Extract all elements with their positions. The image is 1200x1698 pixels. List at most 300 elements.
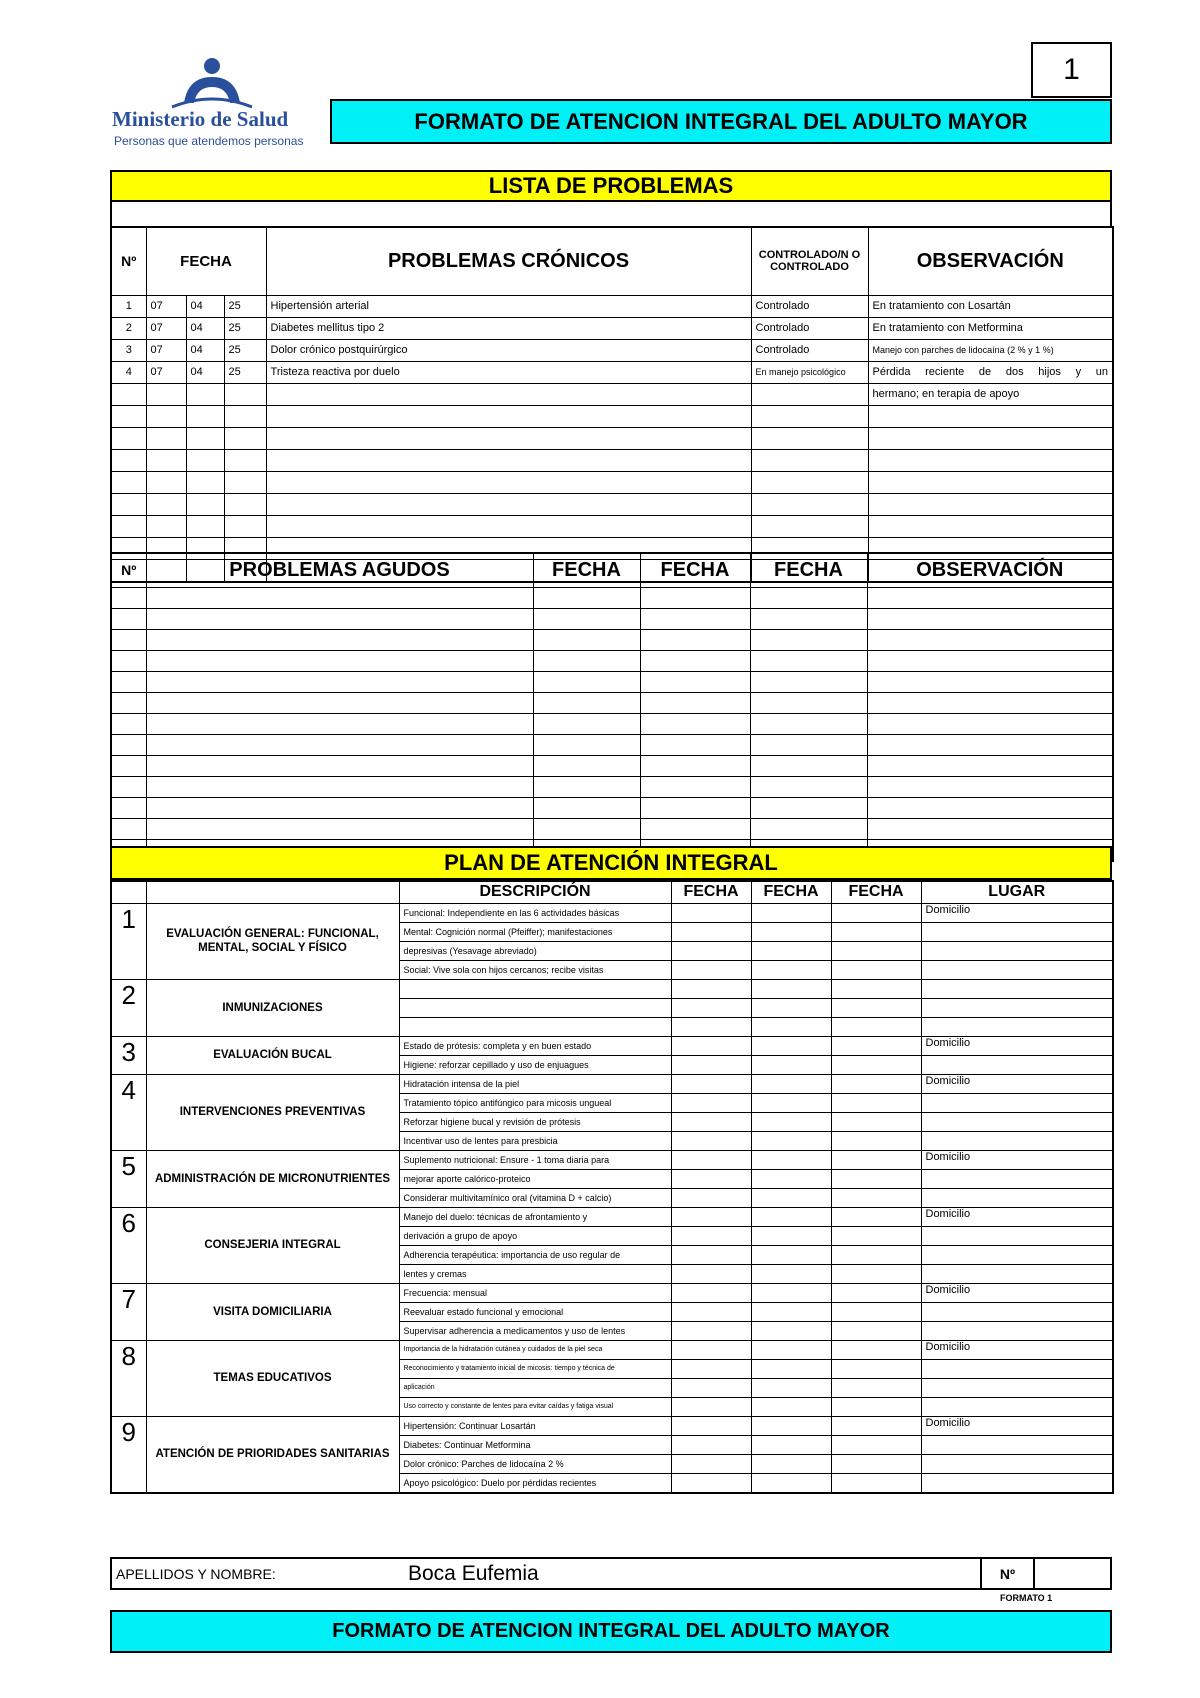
acute-cell[interactable] (640, 797, 750, 818)
plan-place-cell[interactable]: Domicilio (921, 1036, 1113, 1055)
plan-date-cell[interactable] (751, 1416, 831, 1435)
chronic-cell-y[interactable] (224, 471, 266, 493)
acute-cell[interactable] (640, 734, 750, 755)
chronic-cell-y[interactable] (224, 405, 266, 427)
chronic-cell-y[interactable] (224, 383, 266, 405)
acute-cell[interactable] (640, 755, 750, 776)
plan-date-cell[interactable] (671, 979, 751, 998)
plan-date-cell[interactable] (671, 1150, 751, 1169)
plan-description-cell[interactable]: Importancia de la hidratación cutánea y cuidados de la piel seca (399, 1340, 671, 1359)
plan-date-cell[interactable] (751, 1264, 831, 1283)
chronic-cell-obs[interactable] (868, 515, 1113, 537)
plan-description-cell[interactable]: Suplemento nutricional: Ensure - 1 toma diaria para (399, 1150, 671, 1169)
chronic-cell-obs[interactable]: En tratamiento con Losartán (868, 295, 1113, 317)
chronic-cell-d[interactable] (146, 405, 186, 427)
plan-place-cell[interactable] (921, 1226, 1113, 1245)
acute-cell[interactable] (111, 608, 146, 629)
plan-description-cell[interactable]: Funcional: Independiente en las 6 actividades básicas (399, 903, 671, 922)
plan-date-cell[interactable] (751, 998, 831, 1017)
chronic-cell-m[interactable] (186, 405, 224, 427)
plan-date-cell[interactable] (751, 903, 831, 922)
plan-date-cell[interactable] (751, 1473, 831, 1493)
acute-cell[interactable] (533, 776, 640, 797)
plan-date-cell[interactable] (671, 960, 751, 979)
plan-date-cell[interactable] (751, 1359, 831, 1378)
plan-date-cell[interactable] (831, 1473, 921, 1493)
chronic-cell-status[interactable]: Controlado (751, 295, 868, 317)
chronic-cell-obs[interactable] (868, 405, 1113, 427)
chronic-cell-status[interactable] (751, 471, 868, 493)
chronic-cell-n[interactable]: 3 (111, 339, 146, 361)
plan-date-cell[interactable] (831, 1397, 921, 1416)
plan-description-cell[interactable]: Reconocimiento y tratamiento inicial de micosis: tiempo y técnica de (399, 1359, 671, 1378)
plan-date-cell[interactable] (831, 1188, 921, 1207)
plan-date-cell[interactable] (831, 998, 921, 1017)
chronic-cell-y[interactable] (224, 427, 266, 449)
plan-date-cell[interactable] (831, 1055, 921, 1074)
plan-date-cell[interactable] (831, 1302, 921, 1321)
plan-date-cell[interactable] (671, 1112, 751, 1131)
plan-place-cell[interactable] (921, 1245, 1113, 1264)
chronic-cell-d[interactable] (146, 383, 186, 405)
chronic-cell-d[interactable] (146, 449, 186, 471)
chronic-cell-m[interactable] (186, 427, 224, 449)
plan-date-cell[interactable] (671, 1226, 751, 1245)
plan-place-cell[interactable] (921, 1188, 1113, 1207)
acute-cell[interactable] (146, 608, 533, 629)
acute-cell[interactable] (867, 608, 1113, 629)
chronic-cell-m[interactable] (186, 493, 224, 515)
acute-cell[interactable] (867, 776, 1113, 797)
plan-date-cell[interactable] (751, 1036, 831, 1055)
plan-date-cell[interactable] (831, 941, 921, 960)
chronic-cell-n[interactable] (111, 427, 146, 449)
plan-place-cell[interactable] (921, 1169, 1113, 1188)
acute-cell[interactable] (533, 608, 640, 629)
plan-date-cell[interactable] (831, 1112, 921, 1131)
chronic-cell-obs[interactable] (868, 427, 1113, 449)
plan-date-cell[interactable] (831, 1226, 921, 1245)
plan-place-cell[interactable] (921, 1378, 1113, 1397)
plan-description-cell[interactable]: Tratamiento tópico antifúngico para micosis ungueal (399, 1093, 671, 1112)
chronic-cell-problem[interactable] (266, 383, 751, 405)
acute-cell[interactable] (640, 713, 750, 734)
chronic-cell-status[interactable] (751, 405, 868, 427)
plan-place-cell[interactable] (921, 1264, 1113, 1283)
plan-description-cell[interactable]: lentes y cremas (399, 1264, 671, 1283)
plan-date-cell[interactable] (831, 1150, 921, 1169)
chronic-cell-problem[interactable] (266, 427, 751, 449)
plan-date-cell[interactable] (831, 1378, 921, 1397)
plan-place-cell[interactable] (921, 1055, 1113, 1074)
plan-date-cell[interactable] (831, 1245, 921, 1264)
chronic-cell-d[interactable]: 07 (146, 339, 186, 361)
plan-date-cell[interactable] (671, 1131, 751, 1150)
acute-cell[interactable] (533, 671, 640, 692)
plan-description-cell[interactable]: Social: Vive sola con hijos cercanos; recibe visitas (399, 960, 671, 979)
chronic-cell-status[interactable]: Controlado (751, 317, 868, 339)
chronic-cell-n[interactable] (111, 493, 146, 515)
plan-date-cell[interactable] (831, 1131, 921, 1150)
plan-place-cell[interactable] (921, 1359, 1113, 1378)
plan-date-cell[interactable] (751, 1397, 831, 1416)
plan-date-cell[interactable] (751, 922, 831, 941)
plan-date-cell[interactable] (751, 960, 831, 979)
acute-cell[interactable] (867, 671, 1113, 692)
plan-date-cell[interactable] (671, 1264, 751, 1283)
acute-cell[interactable] (750, 692, 867, 713)
chronic-cell-problem[interactable] (266, 515, 751, 537)
plan-date-cell[interactable] (671, 922, 751, 941)
chronic-cell-obs[interactable]: hermano; en terapia de apoyo (868, 383, 1113, 405)
acute-cell[interactable] (750, 608, 867, 629)
chronic-cell-obs[interactable] (868, 493, 1113, 515)
acute-cell[interactable] (533, 587, 640, 608)
plan-date-cell[interactable] (751, 1131, 831, 1150)
acute-cell[interactable] (533, 692, 640, 713)
acute-cell[interactable] (146, 818, 533, 839)
acute-cell[interactable] (146, 650, 533, 671)
plan-place-cell[interactable] (921, 1321, 1113, 1340)
acute-cell[interactable] (146, 671, 533, 692)
plan-date-cell[interactable] (751, 941, 831, 960)
plan-description-cell[interactable]: Hidratación intensa de la piel (399, 1074, 671, 1093)
chronic-cell-d[interactable] (146, 515, 186, 537)
plan-place-cell[interactable] (921, 1454, 1113, 1473)
acute-cell[interactable] (111, 755, 146, 776)
plan-date-cell[interactable] (831, 1435, 921, 1454)
acute-cell[interactable] (146, 629, 533, 650)
plan-place-cell[interactable]: Domicilio (921, 1283, 1113, 1302)
plan-description-cell[interactable]: Reevaluar estado funcional y emocional (399, 1302, 671, 1321)
chronic-cell-m[interactable]: 04 (186, 295, 224, 317)
acute-cell[interactable] (111, 650, 146, 671)
acute-cell[interactable] (640, 818, 750, 839)
plan-date-cell[interactable] (751, 979, 831, 998)
acute-cell[interactable] (146, 755, 533, 776)
acute-cell[interactable] (750, 671, 867, 692)
plan-date-cell[interactable] (751, 1302, 831, 1321)
plan-description-cell[interactable]: mejorar aporte calórico-proteico (399, 1169, 671, 1188)
plan-date-cell[interactable] (831, 1340, 921, 1359)
acute-cell[interactable] (867, 650, 1113, 671)
acute-cell[interactable] (750, 650, 867, 671)
chronic-cell-y[interactable] (224, 515, 266, 537)
plan-description-cell[interactable]: aplicación (399, 1378, 671, 1397)
acute-cell[interactable] (750, 797, 867, 818)
plan-description-cell[interactable]: derivación a grupo de apoyo (399, 1226, 671, 1245)
plan-date-cell[interactable] (831, 1074, 921, 1093)
chronic-cell-m[interactable]: 04 (186, 361, 224, 383)
plan-date-cell[interactable] (831, 922, 921, 941)
acute-cell[interactable] (750, 734, 867, 755)
chronic-cell-m[interactable] (186, 471, 224, 493)
chronic-cell-status[interactable] (751, 515, 868, 537)
chronic-cell-y[interactable]: 25 (224, 361, 266, 383)
acute-cell[interactable] (533, 734, 640, 755)
chronic-cell-n[interactable]: 1 (111, 295, 146, 317)
chronic-cell-y[interactable]: 25 (224, 339, 266, 361)
plan-place-cell[interactable]: Domicilio (921, 1340, 1113, 1359)
plan-place-cell[interactable] (921, 979, 1113, 998)
acute-cell[interactable] (867, 734, 1113, 755)
chronic-cell-problem[interactable]: Diabetes mellitus tipo 2 (266, 317, 751, 339)
plan-place-cell[interactable]: Domicilio (921, 903, 1113, 922)
plan-date-cell[interactable] (751, 1245, 831, 1264)
plan-description-cell[interactable]: Considerar multivitamínico oral (vitamina D + calcio) (399, 1188, 671, 1207)
plan-date-cell[interactable] (831, 1454, 921, 1473)
chronic-cell-status[interactable] (751, 449, 868, 471)
acute-cell[interactable] (146, 587, 533, 608)
plan-description-cell[interactable]: Mental: Cognición normal (Pfeiffer); manifestaciones (399, 922, 671, 941)
plan-description-cell[interactable]: Uso correcto y constante de lentes para evitar caídas y fatiga visual (399, 1397, 671, 1416)
plan-description-cell[interactable]: Dolor crónico: Parches de lidocaína 2 % (399, 1454, 671, 1473)
acute-cell[interactable] (111, 776, 146, 797)
plan-date-cell[interactable] (671, 1055, 751, 1074)
acute-cell[interactable] (111, 671, 146, 692)
chronic-cell-n[interactable] (111, 405, 146, 427)
acute-cell[interactable] (111, 692, 146, 713)
plan-date-cell[interactable] (751, 1340, 831, 1359)
plan-description-cell[interactable]: Adherencia terapéutica: importancia de uso regular de (399, 1245, 671, 1264)
plan-place-cell[interactable]: Domicilio (921, 1150, 1113, 1169)
plan-date-cell[interactable] (671, 1093, 751, 1112)
chronic-cell-n[interactable]: 4 (111, 361, 146, 383)
plan-description-cell[interactable]: Manejo del duelo: técnicas de afrontamiento y (399, 1207, 671, 1226)
acute-cell[interactable] (640, 776, 750, 797)
chronic-cell-obs[interactable]: Pérdida reciente de dos hijos y un (868, 361, 1113, 383)
chronic-cell-d[interactable]: 07 (146, 295, 186, 317)
chronic-cell-m[interactable] (186, 515, 224, 537)
chronic-cell-m[interactable]: 04 (186, 339, 224, 361)
plan-description-cell[interactable]: Higiene: reforzar cepillado y uso de enjuagues (399, 1055, 671, 1074)
plan-place-cell[interactable] (921, 960, 1113, 979)
chronic-cell-obs[interactable] (868, 449, 1113, 471)
acute-cell[interactable] (750, 755, 867, 776)
plan-description-cell[interactable] (399, 979, 671, 998)
chronic-cell-n[interactable] (111, 515, 146, 537)
chronic-cell-y[interactable]: 25 (224, 317, 266, 339)
plan-place-cell[interactable] (921, 922, 1113, 941)
chronic-cell-status[interactable]: En manejo psicológico (751, 361, 868, 383)
acute-cell[interactable] (533, 818, 640, 839)
chronic-cell-n[interactable] (111, 383, 146, 405)
acute-cell[interactable] (867, 797, 1113, 818)
plan-description-cell[interactable]: Apoyo psicológico: Duelo por pérdidas recientes (399, 1473, 671, 1493)
plan-date-cell[interactable] (671, 1321, 751, 1340)
plan-date-cell[interactable] (671, 1283, 751, 1302)
acute-cell[interactable] (111, 587, 146, 608)
plan-place-cell[interactable]: Domicilio (921, 1074, 1113, 1093)
acute-cell[interactable] (640, 587, 750, 608)
plan-place-cell[interactable] (921, 1093, 1113, 1112)
acute-cell[interactable] (111, 818, 146, 839)
acute-cell[interactable] (146, 734, 533, 755)
acute-cell[interactable] (640, 671, 750, 692)
acute-cell[interactable] (111, 734, 146, 755)
plan-date-cell[interactable] (671, 1302, 751, 1321)
plan-place-cell[interactable] (921, 1302, 1113, 1321)
chronic-cell-y[interactable]: 25 (224, 295, 266, 317)
plan-description-cell[interactable]: Reforzar higiene bucal y revisión de prótesis (399, 1112, 671, 1131)
acute-cell[interactable] (533, 755, 640, 776)
plan-date-cell[interactable] (671, 1169, 751, 1188)
plan-date-cell[interactable] (751, 1454, 831, 1473)
plan-date-cell[interactable] (831, 1359, 921, 1378)
plan-date-cell[interactable] (671, 1340, 751, 1359)
acute-cell[interactable] (146, 713, 533, 734)
plan-description-cell[interactable]: Estado de prótesis: completa y en buen estado (399, 1036, 671, 1055)
chronic-cell-m[interactable] (186, 383, 224, 405)
plan-date-cell[interactable] (751, 1017, 831, 1036)
plan-place-cell[interactable] (921, 1397, 1113, 1416)
plan-date-cell[interactable] (751, 1226, 831, 1245)
plan-date-cell[interactable] (751, 1321, 831, 1340)
plan-date-cell[interactable] (831, 1207, 921, 1226)
acute-cell[interactable] (750, 629, 867, 650)
plan-date-cell[interactable] (671, 903, 751, 922)
plan-date-cell[interactable] (671, 1454, 751, 1473)
plan-date-cell[interactable] (831, 1169, 921, 1188)
chronic-cell-obs[interactable] (868, 471, 1113, 493)
chronic-cell-problem[interactable]: Tristeza reactiva por duelo (266, 361, 751, 383)
acute-cell[interactable] (111, 713, 146, 734)
plan-place-cell[interactable] (921, 1112, 1113, 1131)
chronic-cell-problem[interactable] (266, 493, 751, 515)
plan-date-cell[interactable] (751, 1150, 831, 1169)
acute-cell[interactable] (750, 818, 867, 839)
chronic-cell-problem[interactable] (266, 471, 751, 493)
acute-cell[interactable] (640, 629, 750, 650)
plan-date-cell[interactable] (751, 1283, 831, 1302)
chronic-cell-problem[interactable]: Dolor crónico postquirúrgico (266, 339, 751, 361)
acute-cell[interactable] (111, 629, 146, 650)
chronic-cell-status[interactable] (751, 427, 868, 449)
acute-cell[interactable] (146, 776, 533, 797)
plan-date-cell[interactable] (751, 1378, 831, 1397)
chronic-cell-m[interactable]: 04 (186, 317, 224, 339)
chronic-cell-status[interactable]: Controlado (751, 339, 868, 361)
plan-date-cell[interactable] (671, 1397, 751, 1416)
plan-description-cell[interactable]: Hipertensión: Continuar Losartán (399, 1416, 671, 1435)
plan-date-cell[interactable] (831, 979, 921, 998)
chronic-cell-problem[interactable] (266, 405, 751, 427)
chronic-cell-problem[interactable] (266, 449, 751, 471)
acute-cell[interactable] (640, 692, 750, 713)
plan-date-cell[interactable] (831, 960, 921, 979)
acute-cell[interactable] (111, 797, 146, 818)
plan-place-cell[interactable] (921, 941, 1113, 960)
acute-cell[interactable] (533, 650, 640, 671)
plan-date-cell[interactable] (751, 1112, 831, 1131)
chronic-cell-obs[interactable]: En tratamiento con Metformina (868, 317, 1113, 339)
chronic-cell-n[interactable] (111, 471, 146, 493)
plan-description-cell[interactable]: Frecuencia: mensual (399, 1283, 671, 1302)
plan-date-cell[interactable] (671, 998, 751, 1017)
plan-date-cell[interactable] (831, 1283, 921, 1302)
acute-cell[interactable] (867, 818, 1113, 839)
plan-date-cell[interactable] (671, 1378, 751, 1397)
plan-date-cell[interactable] (751, 1169, 831, 1188)
plan-date-cell[interactable] (671, 1036, 751, 1055)
chronic-cell-n[interactable]: 2 (111, 317, 146, 339)
acute-cell[interactable] (867, 755, 1113, 776)
acute-cell[interactable] (533, 713, 640, 734)
plan-description-cell[interactable]: Supervisar adherencia a medicamentos y uso de lentes (399, 1321, 671, 1340)
acute-cell[interactable] (867, 713, 1113, 734)
plan-date-cell[interactable] (751, 1435, 831, 1454)
plan-description-cell[interactable]: Diabetes: Continuar Metformina (399, 1435, 671, 1454)
acute-cell[interactable] (750, 776, 867, 797)
plan-date-cell[interactable] (671, 1435, 751, 1454)
plan-date-cell[interactable] (671, 1207, 751, 1226)
plan-date-cell[interactable] (671, 1188, 751, 1207)
chronic-cell-d[interactable]: 07 (146, 317, 186, 339)
plan-date-cell[interactable] (751, 1055, 831, 1074)
plan-date-cell[interactable] (751, 1093, 831, 1112)
chronic-cell-status[interactable] (751, 383, 868, 405)
acute-cell[interactable] (867, 587, 1113, 608)
chronic-cell-y[interactable] (224, 449, 266, 471)
plan-date-cell[interactable] (671, 1416, 751, 1435)
chronic-cell-y[interactable] (224, 493, 266, 515)
plan-place-cell[interactable] (921, 998, 1113, 1017)
plan-place-cell[interactable] (921, 1473, 1113, 1493)
chronic-cell-problem[interactable]: Hipertensión arterial (266, 295, 751, 317)
chronic-cell-d[interactable] (146, 493, 186, 515)
plan-place-cell[interactable]: Domicilio (921, 1416, 1113, 1435)
plan-description-cell[interactable] (399, 998, 671, 1017)
plan-place-cell[interactable] (921, 1131, 1113, 1150)
chronic-cell-n[interactable] (111, 449, 146, 471)
plan-place-cell[interactable]: Domicilio (921, 1207, 1113, 1226)
plan-date-cell[interactable] (671, 1074, 751, 1093)
plan-date-cell[interactable] (671, 1245, 751, 1264)
acute-cell[interactable] (533, 797, 640, 818)
plan-date-cell[interactable] (831, 903, 921, 922)
acute-cell[interactable] (146, 692, 533, 713)
acute-cell[interactable] (750, 587, 867, 608)
plan-description-cell[interactable]: depresivas (Yesavage abreviado) (399, 941, 671, 960)
chronic-cell-m[interactable] (186, 449, 224, 471)
acute-cell[interactable] (867, 629, 1113, 650)
chronic-cell-status[interactable] (751, 493, 868, 515)
acute-cell[interactable] (867, 692, 1113, 713)
plan-date-cell[interactable] (751, 1188, 831, 1207)
plan-date-cell[interactable] (671, 941, 751, 960)
chronic-cell-d[interactable] (146, 471, 186, 493)
name-value[interactable]: Boca Eufemia (408, 1561, 539, 1585)
acute-cell[interactable] (750, 713, 867, 734)
plan-place-cell[interactable] (921, 1017, 1113, 1036)
acute-cell[interactable] (640, 650, 750, 671)
chronic-cell-d[interactable]: 07 (146, 361, 186, 383)
plan-date-cell[interactable] (671, 1017, 751, 1036)
chronic-cell-d[interactable] (146, 427, 186, 449)
plan-place-cell[interactable] (921, 1435, 1113, 1454)
plan-date-cell[interactable] (831, 1264, 921, 1283)
plan-date-cell[interactable] (831, 1036, 921, 1055)
plan-date-cell[interactable] (751, 1074, 831, 1093)
acute-cell[interactable] (146, 797, 533, 818)
acute-cell[interactable] (640, 608, 750, 629)
plan-date-cell[interactable] (831, 1416, 921, 1435)
acute-cell[interactable] (533, 629, 640, 650)
plan-date-cell[interactable] (671, 1473, 751, 1493)
plan-date-cell[interactable] (831, 1093, 921, 1112)
plan-description-cell[interactable] (399, 1017, 671, 1036)
plan-date-cell[interactable] (831, 1017, 921, 1036)
